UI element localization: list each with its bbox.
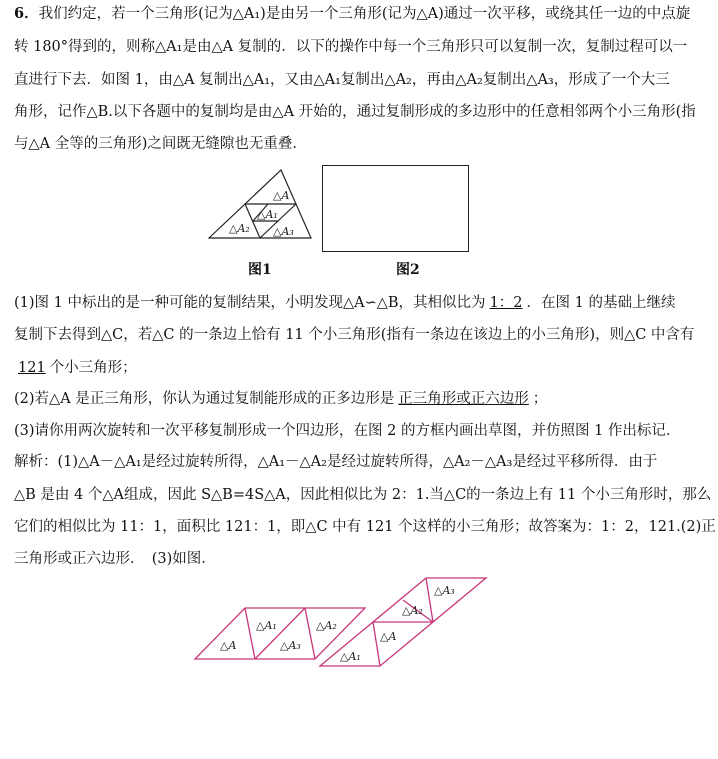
figure-1 [205, 166, 315, 246]
left-label-a1: △A₁ [256, 619, 277, 632]
solution-line-3: 它们的相似比为 11：1，面积比 121：1，即△C 中有 121 个这样的小三角形；故答案为：1：2，121.(2)正 [14, 519, 716, 535]
fig1-label-a: △A [273, 189, 290, 202]
left-label-a: △A [220, 639, 237, 652]
question-1-line-1 [14, 293, 675, 313]
fig1-label-a2: △A₂ [229, 222, 250, 235]
left-divider [305, 608, 315, 659]
problem-line-5: 与△A 全等的三角形)之间既无缝隙也无重叠． [14, 136, 307, 152]
q1-answer-count: 121 [18, 360, 46, 376]
q1-answer-ratio: 1：2 [489, 295, 523, 311]
figure-2-frame [322, 165, 469, 252]
problem-line-2: 转 180°得到的，则称△A₁是由△A 复制的．以下的操作中每一个三角形只可以复制一次，复制过程可以一 [14, 39, 688, 55]
problem-line-1 [14, 4, 690, 24]
left-divider [245, 608, 255, 659]
question-3: (3)请你用两次旋转和一次平移复制形成一个四边形，在图 2 的方框内画出草图，并仿照图 1 作出标记． [14, 423, 681, 439]
right-label-a: △A [380, 630, 397, 643]
question-2 [14, 389, 547, 409]
fig1-label-a3: △A₃ [273, 225, 294, 238]
left-label-a2: △A₂ [316, 619, 337, 632]
q1-text-b: ．在图 1 的基础上继续 [526, 295, 676, 311]
right-label-a2: △A₂ [402, 604, 423, 617]
problem-line-3: 直进行下去．如图 1，由△A 复制出△A₁，又由△A₁复制出△A₂，再由△A₂复制出△A₃，形成了一个大三 [14, 72, 670, 88]
right-label-a1: △A₁ [340, 650, 361, 663]
solution-line-4: 三角形或正六边形． (3)如图． [14, 551, 216, 567]
q1-text-a: (1)图 1 中标出的是一种可能的复制结果，小明发现△A∽△B，其相似比为 [14, 295, 486, 311]
q2-answer: 正三角形或正六边形 [398, 391, 529, 407]
solution-line-2: △B 是由 4 个△A组成，因此 S△B=4S△A，因此相似比为 2：1.当△C的一条边上有 11 个小三角形时，那么 [14, 487, 712, 503]
figure-2-caption: 图2 [396, 262, 420, 278]
answer-figure-right [316, 574, 490, 670]
solution-line-1: 解析：(1)△A－△A₁是经过旋转所得，△A₁－△A₂是经过旋转所得，△A₂－△A₃是经过平移所得．由于 [14, 454, 658, 470]
problem-number: 6． [14, 5, 39, 22]
problem-line-4: 角形，记作△B.以下各题中的复制均是由△A 开始的，通过复制形成的多边形中的任意相邻两个小三角形(指 [14, 104, 696, 120]
right-divider [373, 622, 380, 666]
right-label-a3: △A₃ [434, 584, 455, 597]
q2-text-a: (2)若△A 是正三角形，你认为通过复制能形成的正多边形是 [14, 391, 395, 407]
problem-text: 我们约定，若一个三角形(记为△A₁)是由另一个三角形(记为△A)通过一次平移，或绕其任一边的中点旋 [38, 6, 691, 22]
left-label-a3: △A₃ [280, 639, 301, 652]
right-divider [426, 578, 433, 622]
figure-1-caption: 图1 [248, 262, 272, 278]
question-1-line-3 [14, 358, 137, 378]
question-1-line-2: 复制下去得到△C，若△C 的一条边上恰有 11 个小三角形(指有一条边在该边上的小三角形)，则△C 中含有 [14, 327, 695, 343]
q2-text-b: ； [532, 391, 548, 407]
fig1-label-a1: △A₁ [257, 208, 278, 221]
q1-text-d: 个小三角形； [49, 360, 137, 376]
